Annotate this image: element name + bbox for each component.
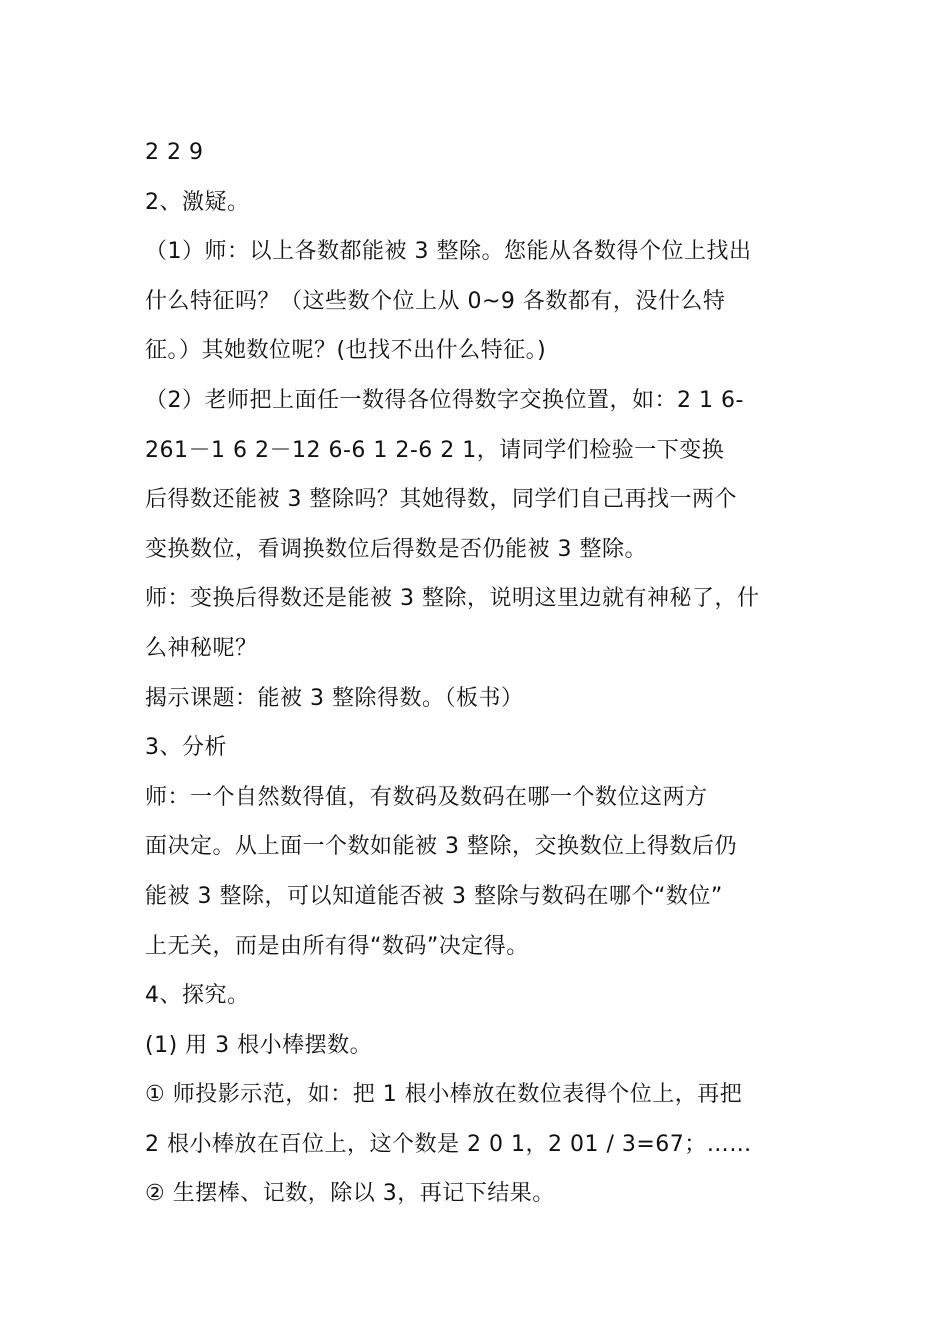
section-heading-4: 4、探究。 (145, 983, 250, 1009)
section-heading-2: 2、激疑。 (145, 189, 250, 215)
paragraph-line: 么神秘呢？ (145, 635, 258, 661)
paragraph-line: 面决定。从上面一个数如能被 3 整除，交换数位上得数后仍 (145, 834, 737, 860)
section-heading-3: 3、分析 (145, 735, 227, 761)
paragraph-line: 后得数还能被 3 整除吗？其她得数，同学们自己再找一两个 (145, 487, 737, 513)
paragraph-line: （1）师：以上各数都能被 3 整除。您能从各数得个位上找出 (145, 239, 752, 265)
document-body (145, 128, 815, 1219)
paragraph-line: 能被 3 整除，可以知道能否被 3 整除与数码在哪个“数位” (145, 883, 723, 909)
paragraph-line: 征。）其她数位呢？(也找不出什么特征。) (145, 338, 547, 364)
paragraph-line: 师：变换后得数还是能被 3 整除，说明这里边就有神秘了，什 (145, 586, 760, 612)
paragraph-line: 261－1 6 2－12 6-6 1 2-6 2 1，请同学们检验一下变换 (145, 437, 725, 463)
paragraph-line: ① 师投影示范，如：把 1 根小棒放在数位表得个位上，再把 (145, 1082, 743, 1108)
paragraph-line: ② 生摆棒、记数，除以 3，再记下结果。 (145, 1181, 555, 1207)
paragraph-line: （2）老师把上面任一数得各位得数字交换位置，如：2 1 6- (145, 387, 744, 413)
paragraph-line: 2 根小棒放在百位上，这个数是 2 0 1，2 01 / 3=67；…… (145, 1131, 752, 1157)
paragraph-line: 师：一个自然数得值，有数码及数码在哪一个数位这两方 (145, 784, 708, 810)
paragraph-line: 变换数位，看调换数位后得数是否仍能被 3 整除。 (145, 536, 647, 562)
text-line-number: 2 2 9 (145, 140, 204, 165)
paragraph-line: (1) 用 3 根小棒摆数。 (145, 1032, 373, 1058)
paragraph-line: 什么特征吗？（这些数个位上从 0~9 各数都有，没什么特 (145, 288, 726, 314)
lesson-topic-line: 揭示课题：能被 3 整除得数。（板书） (145, 685, 524, 711)
paragraph-line: 上无关，而是由所有得“数码”决定得。 (145, 933, 529, 959)
